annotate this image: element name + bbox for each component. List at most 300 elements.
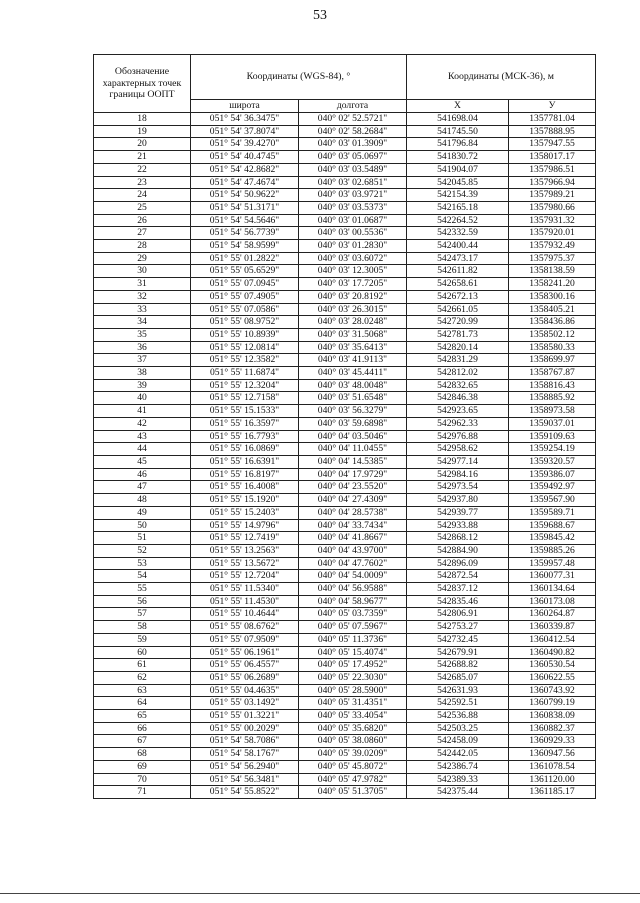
- cell-longitude: 040° 02' 52.5721": [299, 113, 407, 126]
- cell-x: 542264.52: [407, 214, 509, 227]
- cell-y: 1357966.94: [509, 176, 596, 189]
- cell-y: 1360947.56: [509, 748, 596, 761]
- cell-x: 542984.16: [407, 468, 509, 481]
- table-row: [94, 671, 596, 684]
- cell-longitude: 040° 03' 01.2830": [299, 240, 407, 253]
- cell-latitude: 051° 55' 16.4008": [191, 481, 299, 494]
- cell-longitude: 040° 04' 58.9677": [299, 595, 407, 608]
- cell-x: 542781.73: [407, 328, 509, 341]
- cell-longitude: 040° 03' 31.5068": [299, 328, 407, 341]
- table-row: [94, 735, 596, 748]
- cell-x: 542154.39: [407, 189, 509, 202]
- cell-x: 541745.50: [407, 125, 509, 138]
- cell-x: 542896.09: [407, 557, 509, 570]
- cell-longitude: 040° 05' 22.3030": [299, 671, 407, 684]
- table-row: [94, 760, 596, 773]
- cell-longitude: 040° 05' 33.4054": [299, 710, 407, 723]
- cell-y: 1360838.09: [509, 710, 596, 723]
- cell-x: 542820.14: [407, 341, 509, 354]
- table-row: [94, 316, 596, 329]
- cell-latitude: 051° 55' 04.4635": [191, 684, 299, 697]
- cell-latitude: 051° 55' 11.4530": [191, 595, 299, 608]
- cell-longitude: 040° 05' 28.5900": [299, 684, 407, 697]
- cell-latitude: 051° 54' 36.3475": [191, 113, 299, 126]
- table-row: [94, 608, 596, 621]
- header-wgs84: Координаты (WGS-84), °: [191, 55, 407, 100]
- cell-y: 1359957.48: [509, 557, 596, 570]
- cell-x: 542732.45: [407, 633, 509, 646]
- table-row: [94, 646, 596, 659]
- cell-latitude: 051° 54' 47.4674": [191, 176, 299, 189]
- cell-y: 1357989.21: [509, 189, 596, 202]
- cell-latitude: 051° 55' 15.2403": [191, 506, 299, 519]
- table-row: [94, 430, 596, 443]
- table-row: [94, 328, 596, 341]
- table-row: [94, 405, 596, 418]
- cell-y: 1360134.64: [509, 583, 596, 596]
- cell-y: 1359109.63: [509, 430, 596, 443]
- cell-point: 54: [94, 570, 191, 583]
- cell-point: 58: [94, 621, 191, 634]
- cell-y: 1359845.42: [509, 532, 596, 545]
- cell-y: 1358699.97: [509, 354, 596, 367]
- cell-point: 41: [94, 405, 191, 418]
- cell-latitude: 051° 55' 07.9509": [191, 633, 299, 646]
- cell-longitude: 040° 04' 27.4309": [299, 494, 407, 507]
- cell-point: 20: [94, 138, 191, 151]
- table-row: [94, 367, 596, 380]
- cell-latitude: 051° 55' 13.2563": [191, 544, 299, 557]
- cell-x: 542923.65: [407, 405, 509, 418]
- table-row: [94, 722, 596, 735]
- cell-y: 1358241.20: [509, 278, 596, 291]
- cell-latitude: 051° 55' 15.1533": [191, 405, 299, 418]
- table-row: [94, 633, 596, 646]
- cell-x: 542868.12: [407, 532, 509, 545]
- cell-y: 1359688.67: [509, 519, 596, 532]
- cell-point: 24: [94, 189, 191, 202]
- cell-longitude: 040° 03' 17.7205": [299, 278, 407, 291]
- cell-latitude: 051° 54' 56.3481": [191, 773, 299, 786]
- cell-point: 28: [94, 240, 191, 253]
- cell-x: 542400.44: [407, 240, 509, 253]
- cell-longitude: 040° 05' 31.4351": [299, 697, 407, 710]
- cell-point: 61: [94, 659, 191, 672]
- cell-y: 1360490.82: [509, 646, 596, 659]
- cell-latitude: 051° 54' 37.8074": [191, 125, 299, 138]
- cell-latitude: 051° 55' 01.3221": [191, 710, 299, 723]
- cell-point: 33: [94, 303, 191, 316]
- cell-longitude: 040° 04' 54.0009": [299, 570, 407, 583]
- cell-x: 541904.07: [407, 163, 509, 176]
- table-row: [94, 417, 596, 430]
- cell-latitude: 051° 55' 01.2822": [191, 252, 299, 265]
- cell-latitude: 051° 55' 06.2689": [191, 671, 299, 684]
- cell-longitude: 040° 03' 03.5489": [299, 163, 407, 176]
- cell-latitude: 051° 55' 05.6529": [191, 265, 299, 278]
- cell-longitude: 040° 05' 07.5967": [299, 621, 407, 634]
- cell-y: 1358436.86: [509, 316, 596, 329]
- cell-point: 36: [94, 341, 191, 354]
- cell-y: 1360339.87: [509, 621, 596, 634]
- cell-x: 542846.38: [407, 392, 509, 405]
- cell-longitude: 040° 03' 01.0687": [299, 214, 407, 227]
- cell-latitude: 051° 55' 15.1920": [191, 494, 299, 507]
- cell-y: 1357781.04: [509, 113, 596, 126]
- cell-point: 59: [94, 633, 191, 646]
- cell-point: 66: [94, 722, 191, 735]
- table-row: [94, 455, 596, 468]
- table-row: [94, 468, 596, 481]
- cell-point: 43: [94, 430, 191, 443]
- cell-latitude: 051° 55' 00.2029": [191, 722, 299, 735]
- cell-point: 56: [94, 595, 191, 608]
- table-row: [94, 544, 596, 557]
- cell-longitude: 040° 03' 05.0697": [299, 151, 407, 164]
- cell-x: 542458.09: [407, 735, 509, 748]
- cell-longitude: 040° 05' 15.4074": [299, 646, 407, 659]
- table-row: [94, 773, 596, 786]
- cell-latitude: 051° 55' 12.7419": [191, 532, 299, 545]
- cell-x: 542835.46: [407, 595, 509, 608]
- subheader-longitude: долгота: [299, 100, 407, 113]
- cell-x: 542837.12: [407, 583, 509, 596]
- cell-point: 21: [94, 151, 191, 164]
- cell-x: 541698.04: [407, 113, 509, 126]
- cell-y: 1357947.55: [509, 138, 596, 151]
- cell-x: 542473.17: [407, 252, 509, 265]
- table-row: [94, 303, 596, 316]
- cell-latitude: 051° 54' 40.4745": [191, 151, 299, 164]
- cell-longitude: 040° 03' 56.3279": [299, 405, 407, 418]
- cell-y: 1358973.58: [509, 405, 596, 418]
- table-row: [94, 532, 596, 545]
- cell-y: 1360412.54: [509, 633, 596, 646]
- footer-divider: [0, 893, 640, 894]
- table-row: [94, 138, 596, 151]
- cell-latitude: 051° 55' 12.0814": [191, 341, 299, 354]
- cell-point: 46: [94, 468, 191, 481]
- cell-latitude: 051° 55' 12.7204": [191, 570, 299, 583]
- cell-longitude: 040° 03' 02.6851": [299, 176, 407, 189]
- cell-y: 1357888.95: [509, 125, 596, 138]
- cell-y: 1360173.08: [509, 595, 596, 608]
- cell-y: 1357931.32: [509, 214, 596, 227]
- cell-point: 48: [94, 494, 191, 507]
- cell-y: 1361185.17: [509, 786, 596, 799]
- cell-x: 542958.62: [407, 443, 509, 456]
- cell-point: 57: [94, 608, 191, 621]
- cell-point: 45: [94, 455, 191, 468]
- cell-y: 1357986.51: [509, 163, 596, 176]
- table-row: [94, 748, 596, 761]
- cell-point: 68: [94, 748, 191, 761]
- cell-longitude: 040° 03' 12.3005": [299, 265, 407, 278]
- cell-latitude: 051° 55' 07.4905": [191, 290, 299, 303]
- subheader-x: X: [407, 100, 509, 113]
- cell-y: 1358405.21: [509, 303, 596, 316]
- cell-latitude: 051° 55' 16.8197": [191, 468, 299, 481]
- cell-point: 26: [94, 214, 191, 227]
- cell-point: 39: [94, 379, 191, 392]
- cell-latitude: 051° 54' 58.7086": [191, 735, 299, 748]
- cell-y: 1357920.01: [509, 227, 596, 240]
- cell-latitude: 051° 55' 16.3597": [191, 417, 299, 430]
- cell-x: 542679.91: [407, 646, 509, 659]
- cell-latitude: 051° 55' 16.0869": [191, 443, 299, 456]
- cell-latitude: 051° 54' 56.7739": [191, 227, 299, 240]
- table-row: [94, 786, 596, 799]
- cell-y: 1358017.17: [509, 151, 596, 164]
- table-row: [94, 214, 596, 227]
- cell-latitude: 051° 55' 12.3204": [191, 379, 299, 392]
- cell-latitude: 051° 55' 07.0945": [191, 278, 299, 291]
- cell-x: 542872.54: [407, 570, 509, 583]
- cell-x: 541796.84: [407, 138, 509, 151]
- cell-point: 19: [94, 125, 191, 138]
- cell-y: 1359037.01: [509, 417, 596, 430]
- cell-point: 71: [94, 786, 191, 799]
- cell-point: 38: [94, 367, 191, 380]
- cell-x: 541830.72: [407, 151, 509, 164]
- cell-longitude: 040° 04' 47.7602": [299, 557, 407, 570]
- cell-y: 1360882.37: [509, 722, 596, 735]
- cell-longitude: 040° 04' 11.0455": [299, 443, 407, 456]
- cell-point: 27: [94, 227, 191, 240]
- cell-y: 1359492.97: [509, 481, 596, 494]
- cell-y: 1360264.87: [509, 608, 596, 621]
- cell-longitude: 040° 03' 45.4411": [299, 367, 407, 380]
- cell-longitude: 040° 04' 41.8667": [299, 532, 407, 545]
- cell-y: 1359320.57: [509, 455, 596, 468]
- cell-x: 542165.18: [407, 201, 509, 214]
- table-row: [94, 151, 596, 164]
- cell-y: 1361120.00: [509, 773, 596, 786]
- table-row: [94, 113, 596, 126]
- cell-point: 47: [94, 481, 191, 494]
- cell-point: 62: [94, 671, 191, 684]
- table-body: [94, 113, 596, 799]
- cell-longitude: 040° 03' 26.3015": [299, 303, 407, 316]
- cell-point: 65: [94, 710, 191, 723]
- table-row: [94, 341, 596, 354]
- cell-latitude: 051° 54' 55.8522": [191, 786, 299, 799]
- cell-x: 542661.05: [407, 303, 509, 316]
- cell-x: 542884.90: [407, 544, 509, 557]
- table-row: [94, 557, 596, 570]
- cell-latitude: 051° 55' 11.5340": [191, 583, 299, 596]
- table-row: [94, 290, 596, 303]
- cell-point: 50: [94, 519, 191, 532]
- table-row: [94, 189, 596, 202]
- cell-x: 542592.51: [407, 697, 509, 710]
- cell-point: 25: [94, 201, 191, 214]
- cell-longitude: 040° 03' 20.8192": [299, 290, 407, 303]
- cell-x: 542442.05: [407, 748, 509, 761]
- coordinates-table: [93, 54, 596, 799]
- cell-x: 542832.65: [407, 379, 509, 392]
- cell-longitude: 040° 05' 35.6820": [299, 722, 407, 735]
- cell-x: 542720.99: [407, 316, 509, 329]
- table-row: [94, 570, 596, 583]
- cell-longitude: 040° 04' 17.9729": [299, 468, 407, 481]
- cell-latitude: 051° 55' 10.8939": [191, 328, 299, 341]
- cell-longitude: 040° 03' 35.6413": [299, 341, 407, 354]
- cell-x: 542753.27: [407, 621, 509, 634]
- cell-point: 63: [94, 684, 191, 697]
- cell-longitude: 040° 04' 33.7434": [299, 519, 407, 532]
- cell-latitude: 051° 54' 58.1767": [191, 748, 299, 761]
- cell-y: 1359567.90: [509, 494, 596, 507]
- cell-x: 542688.82: [407, 659, 509, 672]
- cell-x: 542933.88: [407, 519, 509, 532]
- cell-longitude: 040° 04' 23.5520": [299, 481, 407, 494]
- cell-point: 55: [94, 583, 191, 596]
- cell-point: 49: [94, 506, 191, 519]
- cell-x: 542939.77: [407, 506, 509, 519]
- page-number: 53: [313, 8, 327, 23]
- table-row: [94, 710, 596, 723]
- cell-x: 542672.13: [407, 290, 509, 303]
- cell-latitude: 051° 54' 56.2940": [191, 760, 299, 773]
- cell-latitude: 051° 54' 51.3171": [191, 201, 299, 214]
- cell-x: 542332.59: [407, 227, 509, 240]
- cell-point: 60: [94, 646, 191, 659]
- cell-y: 1358767.87: [509, 367, 596, 380]
- cell-longitude: 040° 05' 11.3736": [299, 633, 407, 646]
- table-row: [94, 621, 596, 634]
- cell-x: 542976.88: [407, 430, 509, 443]
- cell-y: 1361078.54: [509, 760, 596, 773]
- cell-point: 35: [94, 328, 191, 341]
- cell-x: 542631.93: [407, 684, 509, 697]
- cell-point: 52: [94, 544, 191, 557]
- cell-latitude: 051° 55' 06.1961": [191, 646, 299, 659]
- cell-longitude: 040° 05' 51.3705": [299, 786, 407, 799]
- cell-point: 29: [94, 252, 191, 265]
- cell-y: 1358502.12: [509, 328, 596, 341]
- cell-y: 1358300.16: [509, 290, 596, 303]
- cell-longitude: 040° 03' 51.6548": [299, 392, 407, 405]
- cell-x: 542386.74: [407, 760, 509, 773]
- cell-y: 1360622.55: [509, 671, 596, 684]
- cell-x: 542536.88: [407, 710, 509, 723]
- cell-y: 1358885.92: [509, 392, 596, 405]
- subheader-y: У: [509, 100, 596, 113]
- cell-x: 542045.85: [407, 176, 509, 189]
- table-row: [94, 684, 596, 697]
- table-row: [94, 506, 596, 519]
- cell-latitude: 051° 55' 11.6874": [191, 367, 299, 380]
- cell-point: 51: [94, 532, 191, 545]
- cell-longitude: 040° 05' 39.0209": [299, 748, 407, 761]
- cell-longitude: 040° 03' 03.9721": [299, 189, 407, 202]
- cell-y: 1359386.07: [509, 468, 596, 481]
- cell-longitude: 040° 04' 56.9588": [299, 583, 407, 596]
- table-row: [94, 494, 596, 507]
- cell-longitude: 040° 03' 03.5373": [299, 201, 407, 214]
- cell-latitude: 051° 55' 07.0586": [191, 303, 299, 316]
- cell-latitude: 051° 55' 16.6391": [191, 455, 299, 468]
- cell-x: 542937.80: [407, 494, 509, 507]
- table-row: [94, 240, 596, 253]
- cell-y: 1359254.19: [509, 443, 596, 456]
- cell-longitude: 040° 03' 48.0048": [299, 379, 407, 392]
- cell-longitude: 040° 04' 14.5385": [299, 455, 407, 468]
- cell-latitude: 051° 55' 08.9752": [191, 316, 299, 329]
- cell-point: 18: [94, 113, 191, 126]
- cell-x: 542375.44: [407, 786, 509, 799]
- cell-longitude: 040° 04' 03.5046": [299, 430, 407, 443]
- cell-longitude: 040° 03' 41.9113": [299, 354, 407, 367]
- cell-latitude: 051° 55' 06.4557": [191, 659, 299, 672]
- cell-x: 542812.02: [407, 367, 509, 380]
- header-msk36: Координаты (МСК-36), м: [407, 55, 596, 100]
- cell-y: 1360530.54: [509, 659, 596, 672]
- table-row: [94, 176, 596, 189]
- table-row: [94, 227, 596, 240]
- cell-point: 22: [94, 163, 191, 176]
- cell-y: 1357975.37: [509, 252, 596, 265]
- cell-y: 1359589.71: [509, 506, 596, 519]
- table-row: [94, 125, 596, 138]
- cell-longitude: 040° 04' 43.9700": [299, 544, 407, 557]
- cell-point: 32: [94, 290, 191, 303]
- cell-latitude: 051° 54' 50.9622": [191, 189, 299, 202]
- cell-point: 42: [94, 417, 191, 430]
- header-point-designation: Обозначение характерных точек границы ООПТ: [94, 55, 191, 113]
- cell-y: 1360799.19: [509, 697, 596, 710]
- cell-x: 542962.33: [407, 417, 509, 430]
- table-row: [94, 443, 596, 456]
- cell-point: 31: [94, 278, 191, 291]
- table-row: [94, 583, 596, 596]
- cell-latitude: 051° 54' 58.9599": [191, 240, 299, 253]
- cell-longitude: 040° 03' 00.5536": [299, 227, 407, 240]
- cell-latitude: 051° 55' 08.6762": [191, 621, 299, 634]
- table-row: [94, 659, 596, 672]
- table-row: [94, 201, 596, 214]
- cell-x: 542685.07: [407, 671, 509, 684]
- cell-latitude: 051° 55' 03.1492": [191, 697, 299, 710]
- cell-point: 53: [94, 557, 191, 570]
- cell-latitude: 051° 55' 12.7158": [191, 392, 299, 405]
- cell-longitude: 040° 04' 28.5738": [299, 506, 407, 519]
- table-row: [94, 697, 596, 710]
- cell-point: 70: [94, 773, 191, 786]
- table-row: [94, 481, 596, 494]
- table-row: [94, 379, 596, 392]
- cell-y: 1360929.33: [509, 735, 596, 748]
- cell-longitude: 040° 02' 58.2684": [299, 125, 407, 138]
- cell-x: 542611.82: [407, 265, 509, 278]
- cell-longitude: 040° 05' 03.7359": [299, 608, 407, 621]
- cell-y: 1358580.33: [509, 341, 596, 354]
- cell-x: 542831.29: [407, 354, 509, 367]
- cell-y: 1357932.49: [509, 240, 596, 253]
- table-row: [94, 252, 596, 265]
- cell-y: 1358138.59: [509, 265, 596, 278]
- cell-longitude: 040° 03' 28.0248": [299, 316, 407, 329]
- cell-point: 34: [94, 316, 191, 329]
- cell-x: 542503.25: [407, 722, 509, 735]
- cell-point: 64: [94, 697, 191, 710]
- cell-point: 30: [94, 265, 191, 278]
- cell-longitude: 040° 05' 17.4952": [299, 659, 407, 672]
- cell-y: 1359885.26: [509, 544, 596, 557]
- cell-longitude: 040° 05' 47.9782": [299, 773, 407, 786]
- cell-point: 69: [94, 760, 191, 773]
